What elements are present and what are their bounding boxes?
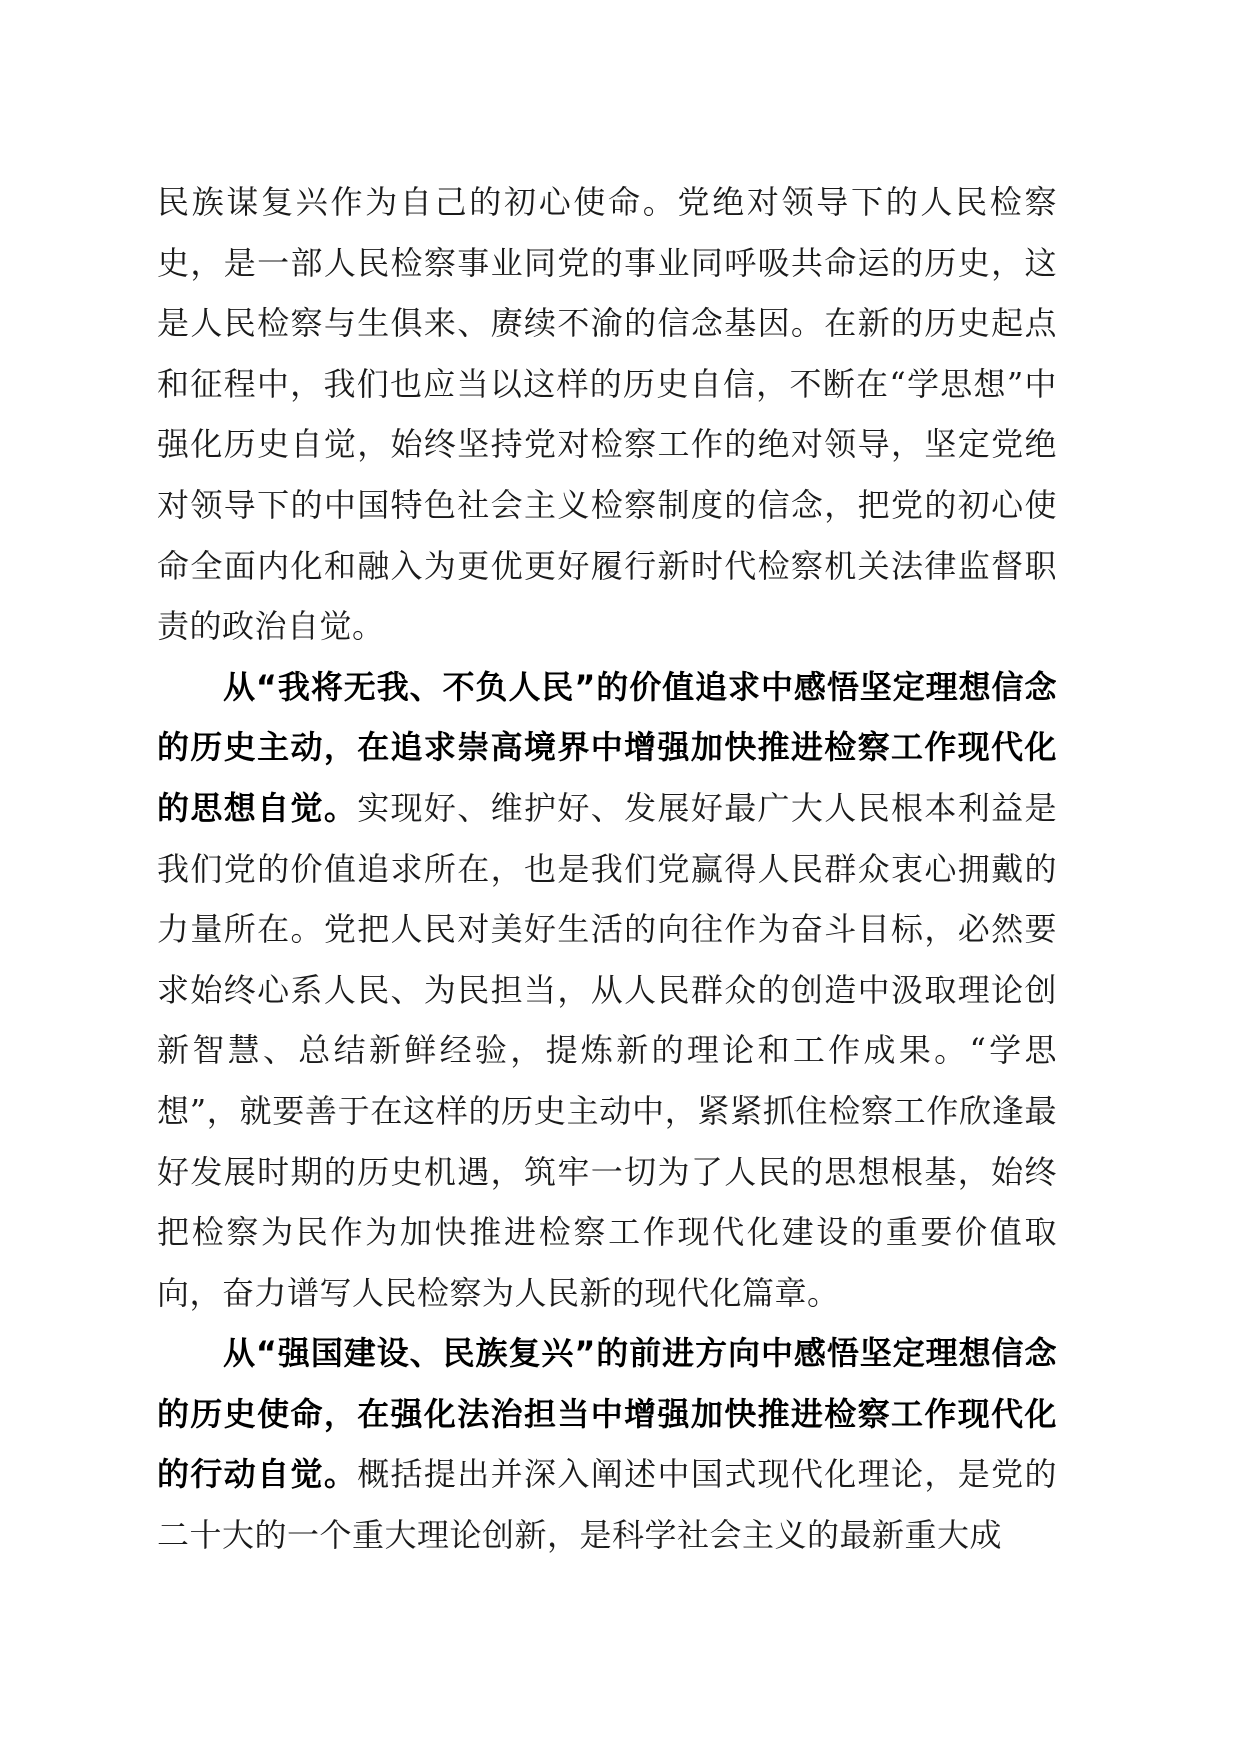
paragraph-3-body: 概括提出并深入阐述中国式现代化理论，是党的二十大的一个重大理论创新，是科学社会主义的最新重大成 [157, 1455, 1057, 1555]
paragraph-3 [157, 1323, 1057, 1565]
paragraph-3-heading: 从“强国建设、民族复兴”的前进方向中感悟坚定理想信念的历史使命，在强化法治担当中增强加快推进检察工作现代化的行动自觉。 [157, 1334, 1057, 1494]
document-body [157, 172, 1057, 1566]
paragraph-2-heading: 从“我将无我、不负人民”的价值追求中感悟坚定理想信念的历史主动，在追求崇高境界中增强加快推进检察工作现代化的思想自觉。 [157, 667, 1057, 827]
paragraph-2 [157, 657, 1057, 1324]
paragraph-2-body: 实现好、维护好、发展好最广大人民根本利益是我们党的价值追求所在，也是我们党赢得人民群众衷心拥戴的力量所在。党把人民对美好生活的向往作为奋斗目标，必然要求始终心系人民、为民担当，从人民群众的创造中汲取理论创新智慧、总结新鲜经验，提炼新的理论和工作成果。“学思想”，就要善于在这样的历史主动中，紧紧抓住检察工作欣逢最好发展时期的历史机遇，筑牢一切为了人民的思想根基，始终把检察为民作为加快推进检察工作现代化建设的重要价值取向，奋力谱写人民检察为人民新的现代化篇章。 [157, 788, 1057, 1312]
paragraph-1 [157, 172, 1057, 657]
paragraph-1-body: 民族谋复兴作为自己的初心使命。党绝对领导下的人民检察史，是一部人民检察事业同党的事业同呼吸共命运的历史，这是人民检察与生俱来、赓续不渝的信念基因。在新的历史起点和征程中，我们也应当以这样的历史自信，不断在“学思想”中强化历史自觉，始终坚持党对检察工作的绝对领导，坚定党绝对领导下的中国特色社会主义检察制度的信念，把党的初心使命全面内化和融入为更优更好履行新时代检察机关法律监督职责的政治自觉。 [157, 183, 1057, 646]
